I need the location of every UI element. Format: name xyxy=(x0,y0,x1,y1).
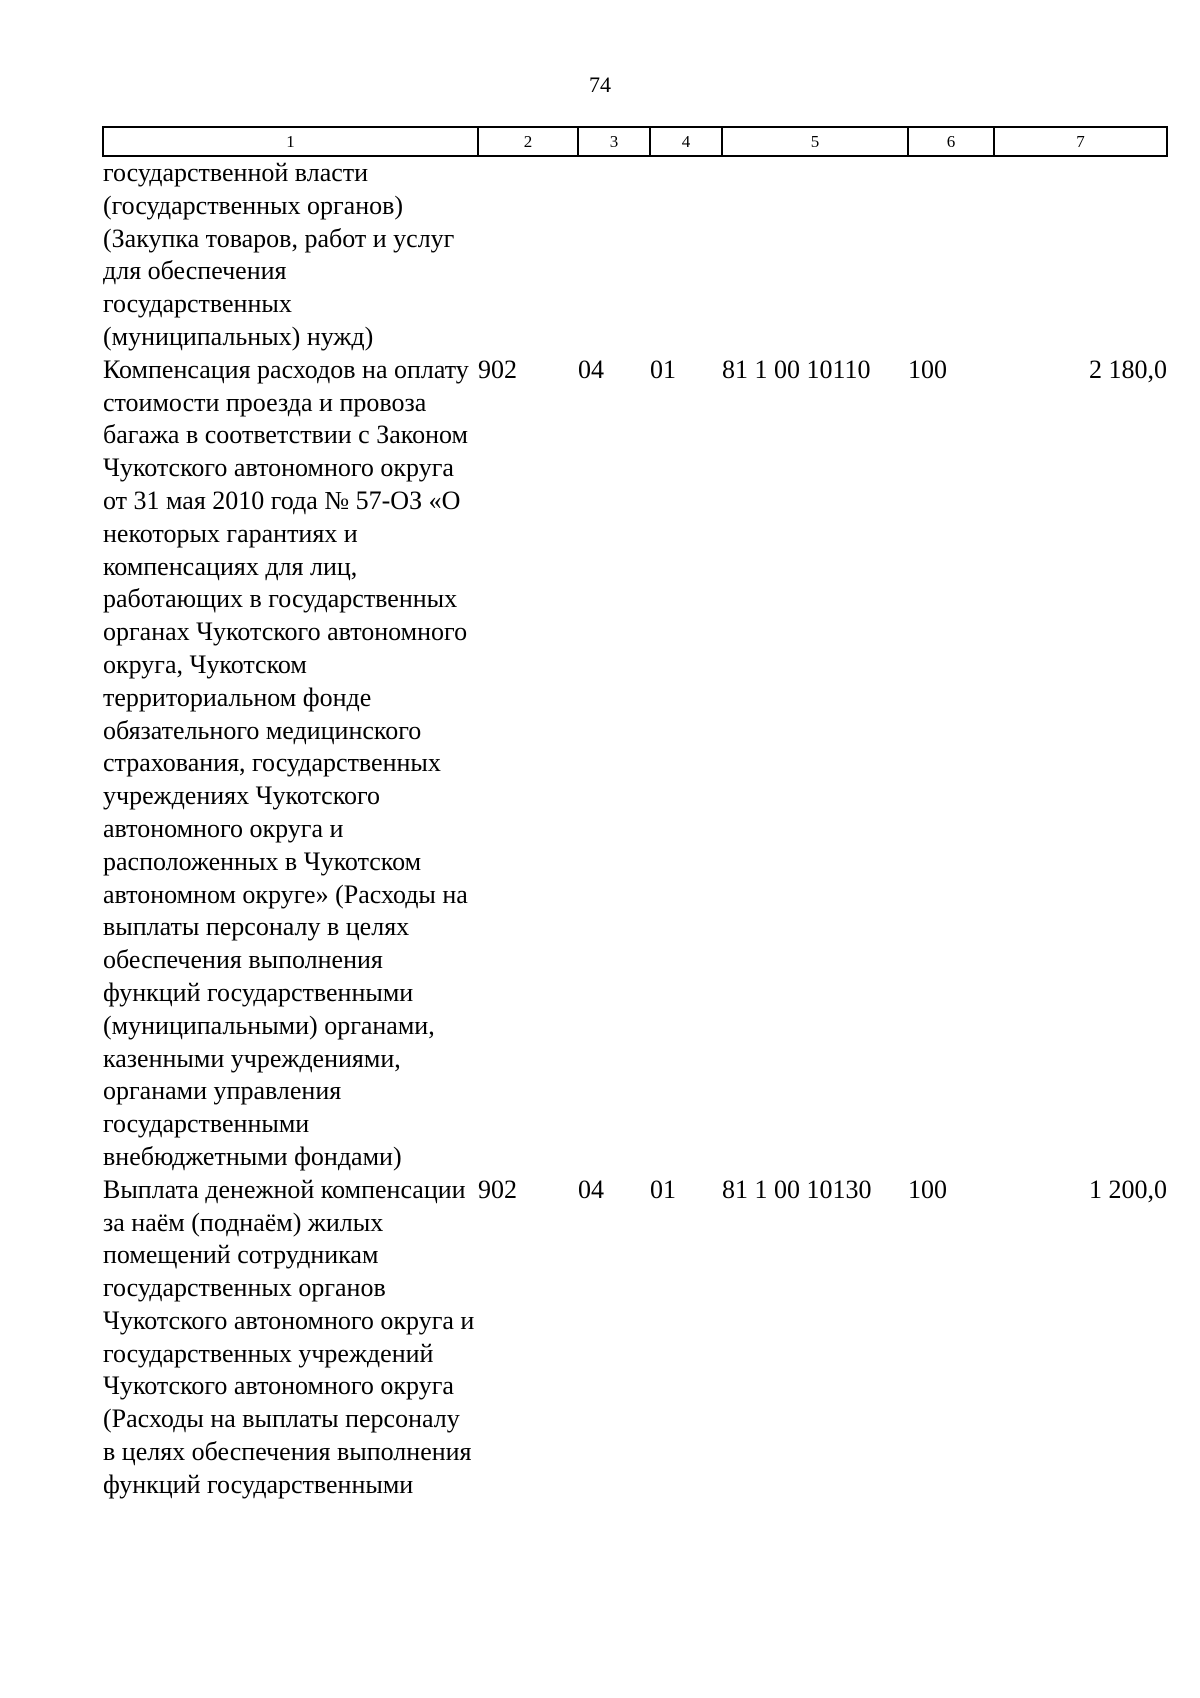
row-col-2 xyxy=(478,156,578,354)
row-col-7: 2 180,0 xyxy=(1089,354,1167,384)
row-name: Выплата денежной компенсации за наём (поднаём) жилых помещений сотрудникам государственных органов Чукотского автономного округа и государственных учреждений Чукотского автономного округа (Расходы на выплаты персоналу в целях обеспечения выполнения функций государственными xyxy=(103,1174,475,1499)
row-col-6 xyxy=(908,156,994,354)
header-row xyxy=(103,127,1167,156)
header-col-3: 3 xyxy=(578,127,650,156)
row-col-5: 81 1 00 10130 xyxy=(722,1174,872,1204)
row-col-4 xyxy=(650,156,722,354)
row-col-2: 902 xyxy=(478,354,517,384)
row-col-7 xyxy=(994,156,1167,354)
row-col-3 xyxy=(578,156,650,354)
budget-table xyxy=(102,126,1168,1502)
header-col-4: 4 xyxy=(650,127,722,156)
row-name: государственной власти (государственных органов) (Закупка товаров, работ и услуг для обеспечения государственных (муниципальных) нужд) xyxy=(103,158,455,351)
header-col-2: 2 xyxy=(478,127,578,156)
row-name: Компенсация расходов на оплату стоимости проезда и провоза багажа в соответствии с Законом Чукотского автономного округа от 31 мая 2010 года № 57-ОЗ «О некоторых гарантиях и компенсациях для лиц, работающих в государственных органах Чукотского автономного округа, Чукотском территориальном фонде обязательного медицинского страхования, государственных учреждениях Чукотского автономного округа и расположенных в Чукотском автономном округе» (Расходы на выплаты персоналу в целях обеспечения выполнения функций государственными (муниципальными) органами, казенными учреждениями, органами управления государственными внебюджетными фондами) xyxy=(103,354,469,1171)
row-col-5: 81 1 00 10110 xyxy=(722,354,871,384)
row-col-7: 1 200,0 xyxy=(1089,1174,1167,1204)
row-col-6: 100 xyxy=(908,1174,947,1204)
header-col-5: 5 xyxy=(722,127,908,156)
row-col-2: 902 xyxy=(478,1174,517,1204)
table-row xyxy=(103,156,1167,354)
page-number: 74 xyxy=(589,72,611,97)
row-col-3: 04 xyxy=(578,1174,604,1204)
row-col-3: 04 xyxy=(578,354,604,384)
header-col-1: 1 xyxy=(103,127,478,156)
row-col-5 xyxy=(722,156,908,354)
row-col-6: 100 xyxy=(908,354,947,384)
table-row xyxy=(103,354,1167,1174)
row-col-4: 01 xyxy=(650,1174,676,1204)
row-col-4: 01 xyxy=(650,354,676,384)
header-col-7: 7 xyxy=(994,127,1167,156)
header-col-6: 6 xyxy=(908,127,994,156)
table-row xyxy=(103,1174,1167,1502)
